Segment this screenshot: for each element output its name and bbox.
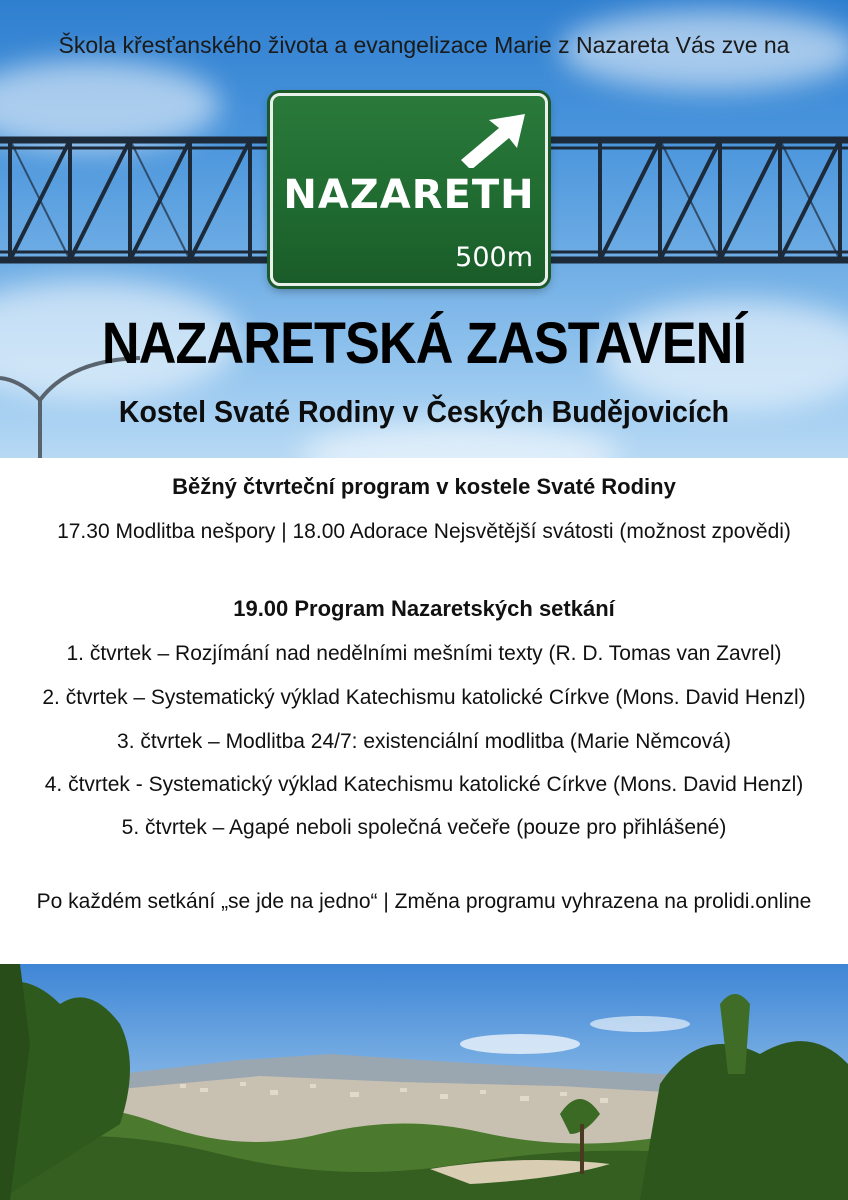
hero-banner [0, 0, 848, 458]
meetings-program-heading: 19.00 Program Nazaretských setkání [233, 596, 615, 621]
invitation-text: Škola křesťanského života a evangelizace Marie z Nazareta Vás zve na [58, 32, 790, 58]
page-subtitle: Kostel Svaté Rodiny v Českých Budějovicích [118, 394, 730, 429]
road-sign [270, 93, 548, 286]
program-item: 3. čtvrtek – Modlitba 24/7: existenciální modlitba (Marie Němcová) [117, 730, 731, 753]
regular-program-heading: Běžný čtvrteční program v kostele Svaté Rodiny [172, 474, 676, 499]
nazareth-landscape-photo [0, 964, 848, 1200]
arrow-up-right-icon [455, 108, 531, 168]
sign-distance: 500m [455, 242, 533, 273]
footer-note: Po každém setkání „se jde na jedno“ | Změna programu vyhrazena na prolidi.online [36, 890, 812, 913]
program-item: 2. čtvrtek – Systematický výklad Katechismu katolické Církve (Mons. David Henzl) [42, 686, 806, 709]
page-title: NAZARETSKÁ ZASTAVENÍ [101, 311, 747, 376]
sign-destination: NAZARETH [283, 172, 535, 218]
regular-program-text: 17.30 Modlitba nešpory | 18.00 Adorace Nejsvětější svátosti (možnost zpovědi) [57, 520, 791, 543]
program-item: 5. čtvrtek – Agapé neboli společná večeře (pouze pro přihlášené) [121, 816, 727, 839]
program-item: 4. čtvrtek - Systematický výklad Katechismu katolické Církve (Mons. David Henzl) [44, 773, 804, 796]
program-item: 1. čtvrtek – Rozjímání nad nedělními mešními texty (R. D. Tomas van Zavrel) [66, 642, 782, 665]
